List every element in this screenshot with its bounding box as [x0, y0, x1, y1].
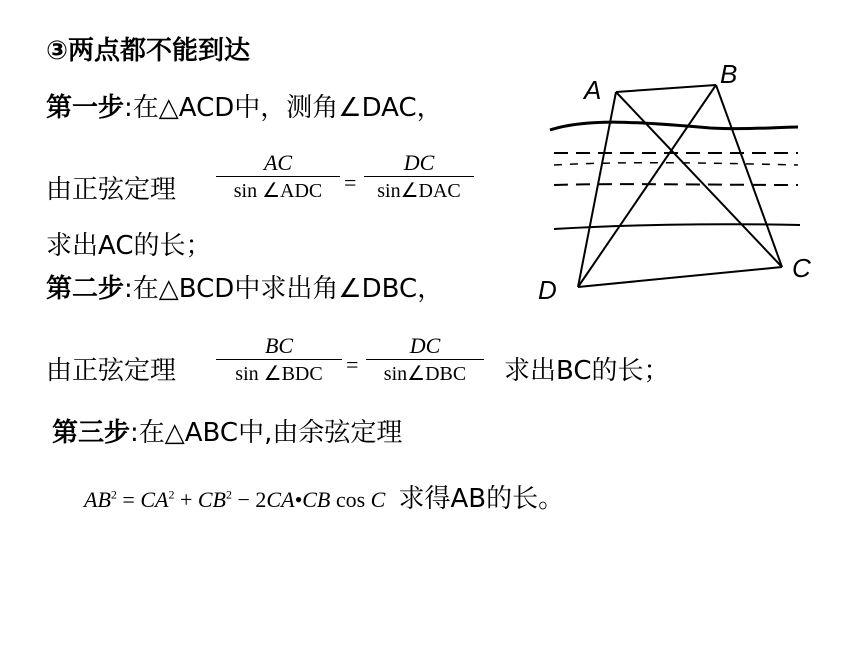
- fraction-numerator: BC: [264, 333, 294, 358]
- fraction-numerator: DC: [409, 333, 441, 358]
- term-c: C: [370, 487, 386, 512]
- river-bank-upper: [550, 122, 798, 130]
- cosine-formula: [84, 478, 564, 515]
- op-minus: − 2: [231, 487, 267, 512]
- step-2: [46, 268, 443, 305]
- cosine-suffix: 求得AB的长。: [398, 484, 565, 514]
- step-3: [52, 412, 402, 449]
- label-c: C: [792, 253, 811, 283]
- label-b: B: [720, 59, 738, 89]
- step-3-label: 第三步: [52, 418, 131, 448]
- fraction-dc-over-sin-dac: [364, 150, 474, 205]
- segment-ac: [616, 92, 782, 267]
- fraction-denominator: sin ∠BDC: [235, 363, 323, 385]
- exponent: 2: [168, 487, 175, 502]
- fraction-numerator: DC: [403, 150, 435, 175]
- quadrilateral-figure: [530, 55, 830, 305]
- fraction-bc-over-sin-bdc: [216, 333, 342, 388]
- fraction-ac-over-sin-adc: [216, 150, 340, 205]
- step-1-text: :在△ACD中，测角∠DAC，: [124, 93, 443, 123]
- equals-sign: =: [344, 170, 357, 195]
- fraction-denominator: sin ∠ADC: [233, 180, 323, 202]
- fraction-numerator: AC: [263, 150, 293, 175]
- fraction-dc-over-sin-dbc: [366, 333, 484, 388]
- water-line-3: [554, 184, 798, 185]
- step-1-label: 第一步: [46, 93, 125, 123]
- fraction-denominator: sin∠DAC: [377, 180, 461, 202]
- label-d: D: [538, 275, 557, 305]
- term-cb: CB: [197, 487, 226, 512]
- section-heading: ③两点都不能到达: [46, 36, 251, 66]
- law-1-prefix: 由正弦定理: [46, 175, 177, 205]
- label-a: A: [584, 75, 602, 105]
- fraction-denominator: sin∠DBC: [383, 363, 467, 385]
- term-ca: CA: [140, 487, 169, 512]
- op-plus: +: [174, 487, 198, 512]
- law-2-prefix: 由正弦定理: [46, 356, 177, 386]
- segment-ab: [616, 85, 716, 92]
- cos-fn: cos: [330, 487, 371, 512]
- result-1: 求出AC的长；: [46, 231, 212, 261]
- term-product: CA•CB: [266, 487, 331, 512]
- step-3-text: :在△ABC中,由余弦定理: [130, 418, 403, 448]
- segment-dc: [578, 267, 782, 287]
- step-1: [46, 87, 443, 124]
- exponent: 2: [110, 487, 117, 502]
- step-2-label: 第二步: [46, 274, 125, 304]
- term-ab: AB: [84, 487, 111, 512]
- step-2-text: :在△BCD中求出角∠DBC，: [124, 274, 444, 304]
- exponent: 2: [225, 487, 232, 502]
- op-eq: =: [116, 487, 141, 512]
- equals-sign: =: [346, 352, 359, 377]
- law-2-suffix: 求出BC的长；: [504, 356, 670, 386]
- segment-bc: [716, 85, 782, 267]
- water-line-2: [554, 163, 798, 165]
